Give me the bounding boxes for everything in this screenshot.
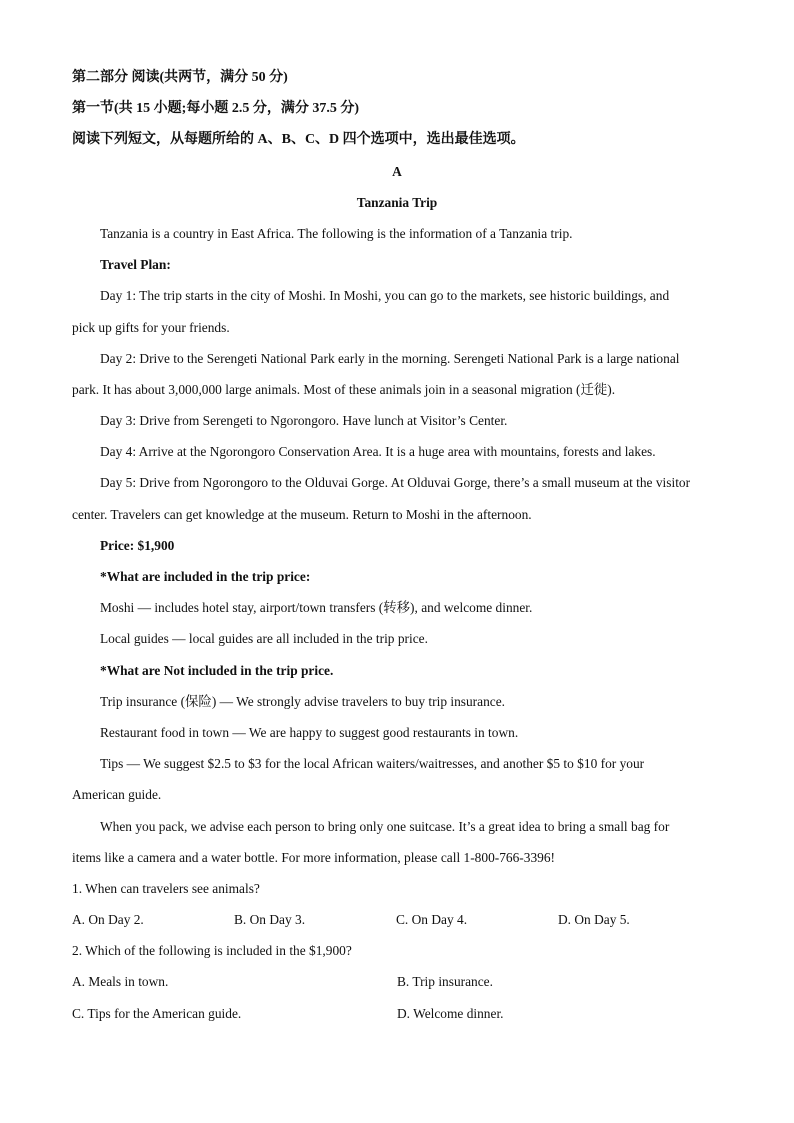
day5-line1: Day 5: Drive from Ngorongoro to the Olduvai Gorge. At Olduvai Gorge, there’s a small museum at the visitor — [100, 475, 691, 491]
question-1-option-d: D. On Day 5. — [558, 912, 630, 928]
question-2-option-b: B. Trip insurance. — [397, 974, 493, 990]
included-item-guides: Local guides — local guides are all included in the trip price. — [100, 631, 428, 647]
day4-line: Day 4: Arrive at the Ngorongoro Conservation Area. It is a huge area with mountains, forests and lakes. — [100, 444, 656, 460]
included-heading: *What are included in the trip price: — [100, 569, 311, 584]
question-1-options — [72, 904, 722, 935]
tips-line2: American guide. — [72, 787, 162, 803]
question-1-option-a: A. On Day 2. — [72, 912, 144, 928]
not-included-heading: *What are Not included in the trip price. — [100, 662, 334, 678]
question-2-option-c: C. Tips for the American guide. — [72, 1005, 242, 1021]
day3-line: Day 3: Drive from Serengeti to Ngorongoro. Have lunch at Visitor’s Center. — [100, 413, 508, 429]
day2-line2: park. It has about 3,000,000 large animals. Most of these animals join in a seasonal migration (迁徙). — [72, 381, 616, 397]
tips-line1: Tips — We suggest $2.5 to $3 for the local African waiters/waitresses, and another $5 to $10 for your — [100, 756, 645, 772]
question-2-options-row2 — [72, 998, 722, 1029]
day2-line1: Day 2: Drive to the Serengeti National Park early in the morning. Serengeti National Park is a large national — [100, 350, 680, 366]
question-1-stem: 1. When can travelers see animals? — [72, 880, 260, 896]
packing-line2: items like a camera and a water bottle. For more information, please call 1-800-766-3396! — [72, 849, 556, 865]
travel-plan-heading: Travel Plan: — [100, 257, 171, 273]
included-item-moshi: Moshi — includes hotel stay, airport/town transfers (转移), and welcome dinner. — [100, 600, 533, 616]
question-1-option-b: B. On Day 3. — [234, 912, 306, 928]
part-heading: 第二部分 阅读(共两节，满分 50 分) — [72, 70, 288, 85]
packing-line1: When you pack, we advise each person to bring only one suitcase. It’s a great idea to bring a small bag for — [100, 818, 670, 834]
not-included-restaurant: Restaurant food in town — We are happy to suggest good restaurants in town. — [100, 724, 519, 740]
price-line: Price: $1,900 — [100, 537, 175, 553]
question-2-stem: 2. Which of the following is included in the $1,900? — [72, 943, 352, 959]
passage-letter: A — [392, 163, 402, 179]
day1-line1: Day 1: The trip starts in the city of Moshi. In Moshi, you can go to the markets, see historic buildings, and — [100, 288, 670, 304]
question-2-option-a: A. Meals in town. — [72, 974, 169, 990]
question-1-option-c: C. On Day 4. — [396, 912, 468, 928]
section-heading: 第一节(共 15 小题;每小题 2.5 分，满分 37.5 分) — [72, 101, 359, 117]
day1-line2: pick up gifts for your friends. — [72, 319, 230, 335]
question-2-option-d: D. Welcome dinner. — [397, 1005, 504, 1021]
day5-line2: center. Travelers can get knowledge at the museum. Return to Moshi in the afternoon. — [72, 506, 532, 522]
question-2-options-row1 — [72, 966, 722, 997]
passage-intro: Tanzania is a country in East Africa. The following is the information of a Tanzania trip. — [100, 225, 573, 241]
exam-page — [72, 62, 722, 1029]
passage-title: Tanzania Trip — [356, 194, 438, 210]
instruction-text: 阅读下列短文，从每题所给的 A、B、C、D 四个选项中，选出最佳选项。 — [72, 132, 525, 148]
not-included-insurance: Trip insurance (保险) — We strongly advise travelers to buy trip insurance. — [100, 693, 506, 709]
